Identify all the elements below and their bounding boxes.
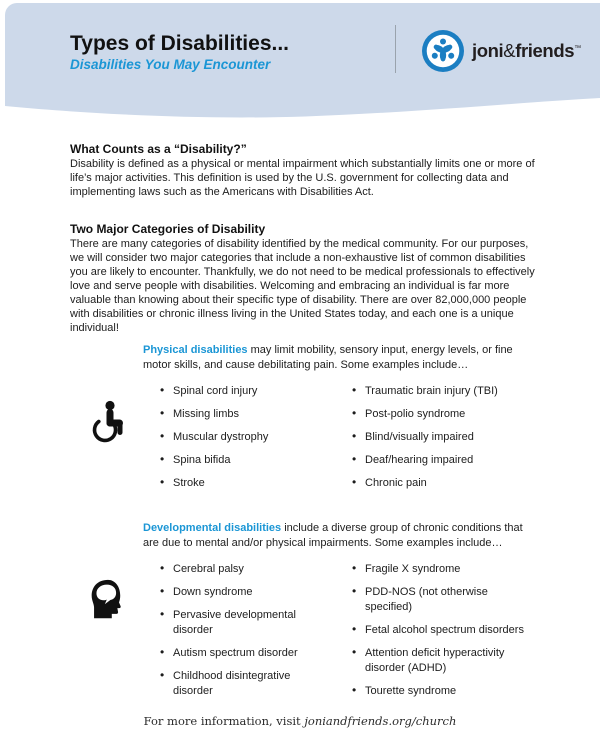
page-title: Types of Disabilities... (70, 32, 290, 55)
brand-word-joni: joni (472, 40, 504, 61)
bullet-columns (143, 562, 540, 707)
category-name: Developmental disabilities (143, 522, 282, 534)
section-paragraph: There are many categories of disability identified by the medical community. For our purposes, we will consider two major categories that include a non-exhaustive list of common disabilities you are likely to encounter. Thankfully, we do not need to be medical professionals to effectively love and serve people with disabilities. Welcoming and embracing an individual is far more valuable than knowing about their specific type of disability. There are over 82,000,000 people with disabilities or chronic illness living in the United States today, and each one is a unique individual! (70, 238, 535, 334)
list-item: • Fetal alcohol spectrum disorders (352, 623, 533, 638)
page-header (0, 0, 600, 121)
header-divider (395, 25, 396, 73)
list-item: • Spinal cord injury (160, 384, 352, 399)
category-content (143, 521, 540, 707)
category-developmental-disabilities (70, 521, 540, 707)
list-item: • Fragile X syndrome (352, 562, 533, 577)
category-icon-cell (70, 343, 143, 499)
list-item: • Down syndrome (160, 585, 305, 600)
head-brain-icon (84, 576, 130, 624)
bullet-column-right (352, 562, 540, 707)
list-item: • PDD-NOS (not otherwise specified) (352, 585, 533, 615)
list-item: • Missing limbs (160, 407, 352, 422)
category-description: include a diverse group of chronic conditions that are due to mental and/or physical impairments. Some examples include… (143, 522, 523, 549)
list-item: • Stroke (160, 476, 352, 491)
section-what-counts (70, 142, 540, 199)
bullet-column-right (352, 384, 540, 499)
document-body (70, 121, 540, 707)
brand-wordmark (472, 40, 581, 62)
section-paragraph: Disability is defined as a physical or mental impairment which substantially limits one or more of life’s major activities. This definition is used by the U.S. government for collecting data and implementing laws such as the Americans with Disabilities Act. (70, 158, 535, 198)
category-description: may limit mobility, sensory input, energy levels, or fine motor skills, and cause debilitating pain. Some examples include… (143, 344, 513, 371)
list-item: • Autism spectrum disorder (160, 646, 305, 661)
category-intro (143, 521, 525, 551)
bullet-columns (143, 384, 540, 499)
category-physical-disabilities (70, 343, 540, 499)
section-heading: What Counts as a “Disability?” (70, 142, 247, 156)
page-subtitle: Disabilities You May Encounter (70, 57, 271, 72)
brand-logo (421, 29, 581, 73)
list-item: • Traumatic brain injury (TBI) (352, 384, 540, 399)
wheelchair-icon (85, 398, 129, 446)
list-item: • Muscular dystrophy (160, 430, 352, 445)
category-intro (143, 343, 525, 373)
bullet-column-left (143, 384, 352, 499)
list-item: • Post-polio syndrome (352, 407, 540, 422)
page-footer (0, 714, 600, 728)
list-item: • Tourette syndrome (352, 684, 533, 699)
footer-link[interactable]: joniandfriends.org/church (304, 714, 457, 728)
list-item: • Pervasive developmental disorder (160, 608, 305, 638)
list-item: • Cerebral palsy (160, 562, 305, 577)
section-two-categories (70, 222, 540, 335)
brand-word-friends: friends (515, 40, 575, 61)
section-heading: Two Major Categories of Disability (70, 222, 266, 236)
trademark-symbol: ™ (574, 44, 582, 52)
category-name: Physical disabilities (143, 344, 248, 356)
list-item: • Spina bifida (160, 453, 352, 468)
list-item: • Attention deficit hyperactivity disorder (ADHD) (352, 646, 533, 676)
category-icon-cell (70, 521, 143, 707)
footer-text: For more information, visit (143, 714, 305, 728)
joni-and-friends-logo-icon (421, 29, 465, 73)
header-wave-shape (5, 96, 600, 122)
category-content (143, 343, 540, 499)
list-item: • Blind/visually impaired (352, 430, 540, 445)
brand-ampersand: & (503, 40, 516, 61)
list-item: • Childhood disintegrative disorder (160, 669, 305, 699)
list-item: • Deaf/hearing impaired (352, 453, 540, 468)
bullet-column-left (143, 562, 352, 707)
list-item: • Chronic pain (352, 476, 540, 491)
